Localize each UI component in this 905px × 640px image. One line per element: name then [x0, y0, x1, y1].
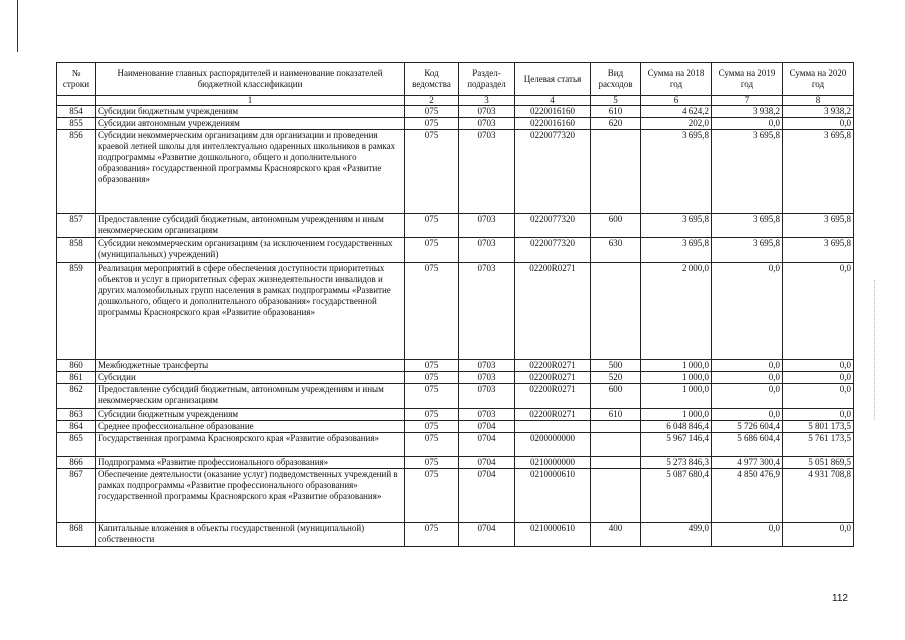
- row-name: Государственная программа Красноярского края «Развитие образования»: [96, 433, 405, 457]
- expense-kind: 610: [591, 106, 641, 118]
- sum-2019: 3 938,2: [712, 106, 783, 118]
- row-number: 868: [57, 523, 96, 547]
- expense-kind: 600: [591, 214, 641, 238]
- target-item: 02200R0271: [515, 360, 591, 372]
- row-name: Субсидии бюджетным учреждениям: [96, 409, 405, 421]
- dept-code: 075: [405, 263, 459, 360]
- sum-2020: 4 931 708,8: [783, 469, 854, 523]
- expense-kind: [591, 469, 641, 523]
- section-code: 0703: [459, 118, 515, 130]
- sum-2019: 3 695,8: [712, 214, 783, 238]
- section-code: 0703: [459, 238, 515, 263]
- row-name: Предоставление субсидий бюджетным, автономным учреждениям и иным некоммерческим организациям: [96, 384, 405, 409]
- header-row-number: № строки: [57, 63, 96, 96]
- column-number-row: [57, 96, 854, 106]
- table-row: [57, 214, 854, 238]
- row-name: Межбюджетные трансферты: [96, 360, 405, 372]
- sum-2019: 0,0: [712, 360, 783, 372]
- dept-code: 075: [405, 457, 459, 469]
- target-item: 02200R0271: [515, 384, 591, 409]
- column-number: 3: [459, 96, 515, 106]
- row-name: Субсидии некоммерческим организациям для организации и проведения краевой летней школы для интеллектуально одаренных школьников в рамках подпрограммы «Развитие дошкольного, общего и дополнительного образования» государственной программы Красноярского края «Развитие образования»: [96, 130, 405, 214]
- sum-2019: 0,0: [712, 384, 783, 409]
- sum-2018: 4 624,2: [641, 106, 712, 118]
- sum-2020: 3 695,8: [783, 130, 854, 214]
- table-row: [57, 523, 854, 547]
- sum-2018: 2 000,0: [641, 263, 712, 360]
- section-code: 0703: [459, 384, 515, 409]
- sum-2018: 499,0: [641, 523, 712, 547]
- section-code: 0704: [459, 457, 515, 469]
- sum-2019: 0,0: [712, 263, 783, 360]
- sum-2020: 3 695,8: [783, 214, 854, 238]
- sum-2020: 0,0: [783, 384, 854, 409]
- header-section: Раздел-подраздел: [459, 63, 515, 96]
- table-row: [57, 409, 854, 421]
- row-name: Субсидии некоммерческим организациям (за исключением государственных (муниципальных) учреждений): [96, 238, 405, 263]
- column-number: 8: [783, 96, 854, 106]
- sum-2020: 0,0: [783, 118, 854, 130]
- column-number: 1: [96, 96, 405, 106]
- row-name: Субсидии: [96, 372, 405, 384]
- target-item: 0210000610: [515, 523, 591, 547]
- dept-code: 075: [405, 421, 459, 433]
- row-name: Субсидии бюджетным учреждениям: [96, 106, 405, 118]
- sum-2019: 4 850 476,9: [712, 469, 783, 523]
- row-number: 860: [57, 360, 96, 372]
- column-number: 2: [405, 96, 459, 106]
- dept-code: 075: [405, 384, 459, 409]
- row-name: Обеспечение деятельности (оказание услуг) подведомственных учреждений в рамках подпрограммы «Развитие профессионального образования» государственной программы Красноярского края «Развитие образования»: [96, 469, 405, 523]
- sum-2019: 5 686 604,4: [712, 433, 783, 457]
- sum-2020: 3 938,2: [783, 106, 854, 118]
- row-number: 854: [57, 106, 96, 118]
- column-number: 4: [515, 96, 591, 106]
- section-code: 0704: [459, 523, 515, 547]
- row-name: Субсидии автономным учреждениям: [96, 118, 405, 130]
- sum-2018: 5 087 680,4: [641, 469, 712, 523]
- expense-kind: 600: [591, 384, 641, 409]
- target-item: 0210000610: [515, 469, 591, 523]
- table-row: [57, 457, 854, 469]
- sum-2018: 5 273 846,3: [641, 457, 712, 469]
- header-sum-2019: Сумма на 2019 год: [712, 63, 783, 96]
- target-item: 0200000000: [515, 433, 591, 457]
- column-number: [57, 96, 96, 106]
- row-number: 861: [57, 372, 96, 384]
- dept-code: 075: [405, 469, 459, 523]
- sum-2020: 5 051 869,5: [783, 457, 854, 469]
- section-code: 0703: [459, 214, 515, 238]
- table-row: [57, 238, 854, 263]
- sum-2019: 0,0: [712, 372, 783, 384]
- sum-2018: 3 695,8: [641, 238, 712, 263]
- header-expense-kind: Вид расходов: [591, 63, 641, 96]
- column-number: 5: [591, 96, 641, 106]
- scan-artifact: [874, 280, 876, 420]
- header-sum-2018: Сумма на 2018 год: [641, 63, 712, 96]
- sum-2019: 3 695,8: [712, 238, 783, 263]
- dept-code: 075: [405, 360, 459, 372]
- dept-code: 075: [405, 238, 459, 263]
- scan-binding-line: [17, 0, 18, 52]
- column-number: 6: [641, 96, 712, 106]
- table-row: [57, 433, 854, 457]
- target-item: 0220077320: [515, 214, 591, 238]
- sum-2019: 0,0: [712, 523, 783, 547]
- budget-table: [56, 62, 854, 547]
- row-name: Подпрограмма «Развитие профессионального образования»: [96, 457, 405, 469]
- sum-2020: 5 761 173,5: [783, 433, 854, 457]
- header-name: Наименование главных распорядителей и наименование показателей бюджетной классификации: [96, 63, 405, 96]
- row-name: Предоставление субсидий бюджетным, автономным учреждениям и иным некоммерческим организациям: [96, 214, 405, 238]
- row-number: 866: [57, 457, 96, 469]
- sum-2020: 0,0: [783, 409, 854, 421]
- target-item: 0220016160: [515, 118, 591, 130]
- dept-code: 075: [405, 523, 459, 547]
- sum-2020: 0,0: [783, 372, 854, 384]
- table-row: [57, 360, 854, 372]
- row-name: Реализация мероприятий в сфере обеспечения доступности приоритетных объектов и услуг в приоритетных сферах жизнедеятельности инвалидов и других маломобильных групп населения в рамках подпрограммы «Развитие дошкольного, общего и дополнительного образования» государственной программы Красноярского края «Развитие образования»: [96, 263, 405, 360]
- expense-kind: 520: [591, 372, 641, 384]
- dept-code: 075: [405, 433, 459, 457]
- sum-2018: 6 048 846,4: [641, 421, 712, 433]
- expense-kind: 400: [591, 523, 641, 547]
- sum-2018: 1 000,0: [641, 384, 712, 409]
- column-number: 7: [712, 96, 783, 106]
- target-item: [515, 421, 591, 433]
- section-code: 0704: [459, 433, 515, 457]
- expense-kind: 500: [591, 360, 641, 372]
- expense-kind: [591, 433, 641, 457]
- row-number: 858: [57, 238, 96, 263]
- sum-2019: 0,0: [712, 118, 783, 130]
- target-item: 02200R0271: [515, 409, 591, 421]
- target-item: 0210000000: [515, 457, 591, 469]
- header-row: [57, 63, 854, 96]
- section-code: 0704: [459, 469, 515, 523]
- sum-2018: 1 000,0: [641, 372, 712, 384]
- section-code: 0703: [459, 360, 515, 372]
- sum-2018: 1 000,0: [641, 360, 712, 372]
- section-code: 0703: [459, 106, 515, 118]
- dept-code: 075: [405, 130, 459, 214]
- sum-2018: 3 695,8: [641, 130, 712, 214]
- table-row: [57, 130, 854, 214]
- sum-2019: 4 977 300,4: [712, 457, 783, 469]
- sum-2018: 1 000,0: [641, 409, 712, 421]
- table-body: [57, 106, 854, 547]
- expense-kind: 630: [591, 238, 641, 263]
- row-number: 867: [57, 469, 96, 523]
- row-name: Среднее профессиональное образование: [96, 421, 405, 433]
- sum-2018: 202,0: [641, 118, 712, 130]
- row-number: 863: [57, 409, 96, 421]
- sum-2020: 0,0: [783, 263, 854, 360]
- sum-2018: 5 967 146,4: [641, 433, 712, 457]
- dept-code: 075: [405, 118, 459, 130]
- table-row: [57, 106, 854, 118]
- header-sum-2020: Сумма на 2020 год: [783, 63, 854, 96]
- row-number: 862: [57, 384, 96, 409]
- dept-code: 075: [405, 409, 459, 421]
- sum-2018: 3 695,8: [641, 214, 712, 238]
- target-item: 0220077320: [515, 130, 591, 214]
- section-code: 0703: [459, 409, 515, 421]
- section-code: 0703: [459, 372, 515, 384]
- section-code: 0703: [459, 130, 515, 214]
- expense-kind: [591, 130, 641, 214]
- target-item: 02200R0271: [515, 372, 591, 384]
- sum-2020: 0,0: [783, 523, 854, 547]
- row-number: 855: [57, 118, 96, 130]
- header-target-item: Целевая статья: [515, 63, 591, 96]
- table-row: [57, 372, 854, 384]
- row-number: 857: [57, 214, 96, 238]
- sum-2020: 5 801 173,5: [783, 421, 854, 433]
- sum-2020: 3 695,8: [783, 238, 854, 263]
- row-number: 859: [57, 263, 96, 360]
- table-row: [57, 384, 854, 409]
- expense-kind: 620: [591, 118, 641, 130]
- sum-2020: 0,0: [783, 360, 854, 372]
- dept-code: 075: [405, 214, 459, 238]
- target-item: 0220077320: [515, 238, 591, 263]
- sum-2019: 0,0: [712, 409, 783, 421]
- table-row: [57, 263, 854, 360]
- expense-kind: [591, 421, 641, 433]
- table-row: [57, 421, 854, 433]
- table-row: [57, 469, 854, 523]
- header-dept-code: Код ведомства: [405, 63, 459, 96]
- row-number: 864: [57, 421, 96, 433]
- target-item: 0220016160: [515, 106, 591, 118]
- sum-2019: 3 695,8: [712, 130, 783, 214]
- dept-code: 075: [405, 372, 459, 384]
- sum-2019: 5 726 604,4: [712, 421, 783, 433]
- target-item: 02200R0271: [515, 263, 591, 360]
- section-code: 0703: [459, 263, 515, 360]
- table-row: [57, 118, 854, 130]
- dept-code: 075: [405, 106, 459, 118]
- expense-kind: 610: [591, 409, 641, 421]
- row-number: 856: [57, 130, 96, 214]
- expense-kind: [591, 263, 641, 360]
- section-code: 0704: [459, 421, 515, 433]
- row-name: Капитальные вложения в объекты государственной (муниципальной) собственности: [96, 523, 405, 547]
- row-number: 865: [57, 433, 96, 457]
- page-number: 112: [832, 593, 848, 604]
- expense-kind: [591, 457, 641, 469]
